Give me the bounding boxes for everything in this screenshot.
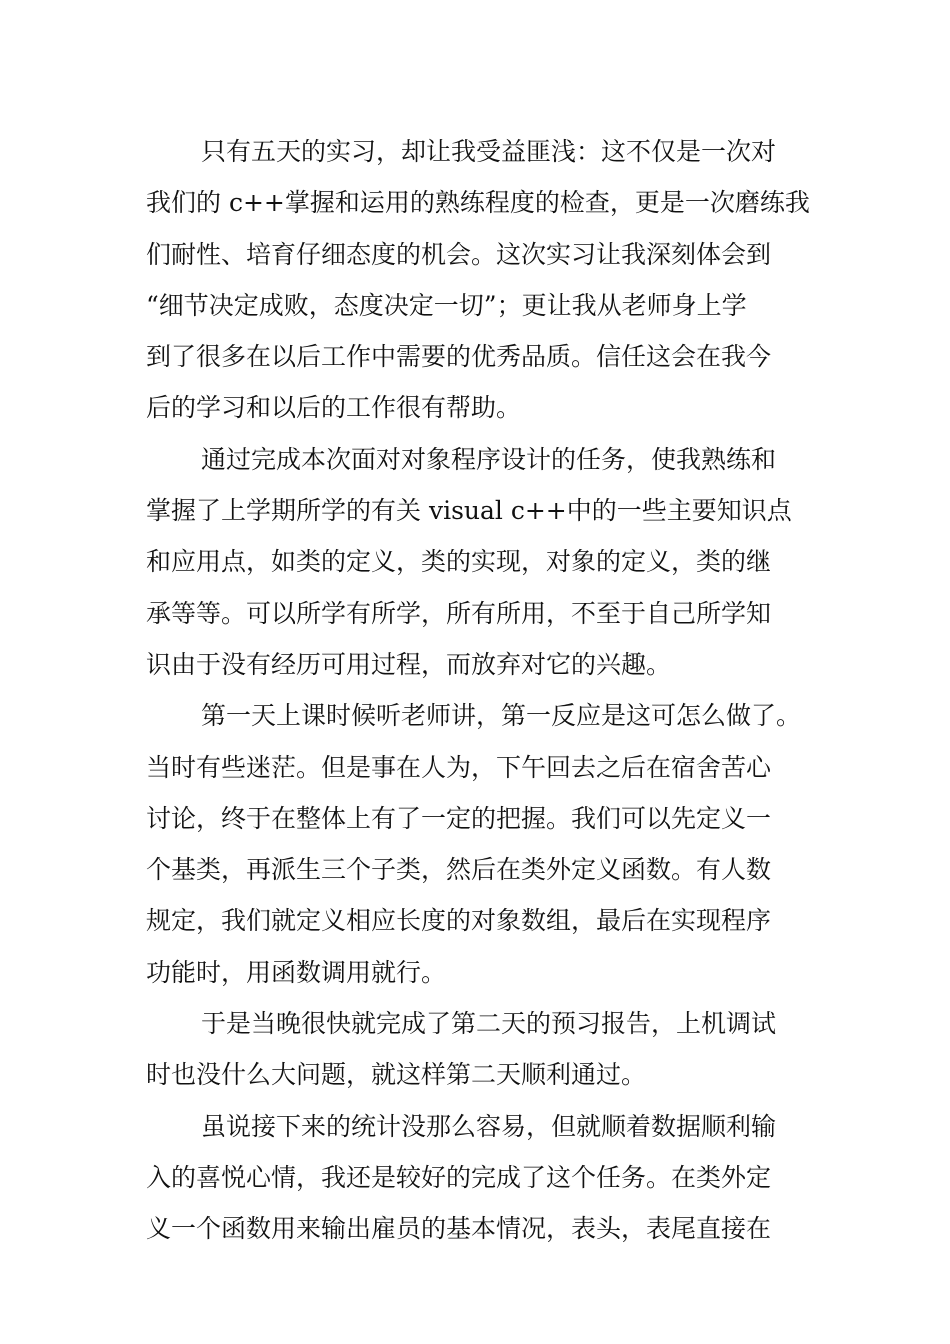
text-line: 掌握了上学期所学的有关 visual c++中的一些主要知识点 — [146, 496, 792, 526]
text-line: 义一个函数用来输出雇员的基本情况，表头，表尾直接在 — [146, 1214, 772, 1244]
text-line: 功能时，用函数调用就行。 — [146, 957, 447, 987]
text-line: 和应用点，如类的定义，类的实现，对象的定义，类的继 — [146, 547, 772, 577]
text-line: 个基类，再派生三个子类，然后在类外定义函数。有人数 — [146, 855, 772, 885]
text-line: 我们的 c++掌握和运用的熟练程度的检查，更是一次磨练我 — [146, 188, 810, 218]
text-line: 们耐性、培育仔细态度的机会。这次实习让我深刻体会到 — [146, 239, 772, 269]
text-line: 讨论，终于在整体上有了一定的把握。我们可以先定义一 — [146, 803, 772, 833]
text-line: 时也没什么大问题，就这样第二天顺利通过。 — [146, 1060, 647, 1090]
text-line: 第一天上课时候听老师讲，第一反应是这可怎么做了。 — [201, 701, 802, 731]
text-line: 入的喜悦心情，我还是较好的完成了这个任务。在类外定 — [146, 1162, 772, 1192]
document-body — [146, 126, 826, 1255]
text-line: 承等等。可以所学有所学，所有所用，不至于自己所学知 — [146, 598, 772, 628]
text-line: “细节决定成败，态度决定一切”；更让我从老师身上学 — [146, 290, 747, 320]
text-line: 识由于没有经历可用过程，而放弃对它的兴趣。 — [146, 649, 672, 679]
text-line: 当时有些迷茫。但是事在人为，下午回去之后在宿舍苦心 — [146, 752, 772, 782]
text-line: 只有五天的实习，却让我受益匪浅：这不仅是一次对 — [201, 137, 777, 166]
text-line: 到了很多在以后工作中需要的优秀品质。信任这会在我今 — [146, 342, 772, 372]
text-line: 虽说接下来的统计没那么容易，但就顺着数据顺利输 — [201, 1111, 777, 1141]
text-line: 规定，我们就定义相应长度的对象数组，最后在实现程序 — [146, 906, 772, 936]
text-line: 于是当晚很快就完成了第二天的预习报告，上机调试 — [201, 1009, 777, 1039]
text-line: 通过完成本次面对对象程序设计的任务，使我熟练和 — [201, 444, 777, 474]
text-line: 后的学习和以后的工作很有帮助。 — [146, 393, 522, 423]
